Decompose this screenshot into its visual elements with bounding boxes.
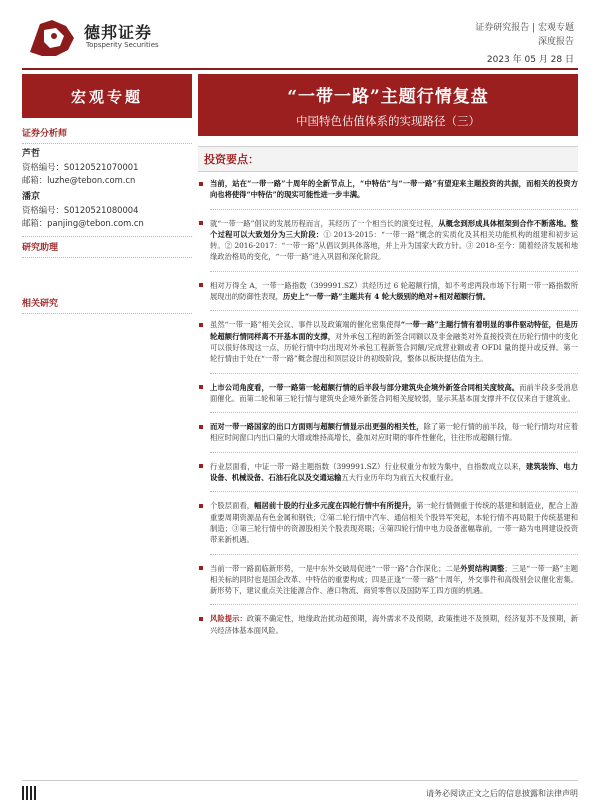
title-banner xyxy=(198,74,578,136)
assistant-label: 研究助理 xyxy=(22,236,192,258)
bullet-bold-text: 当前，站在“一带一路”十周年的全新节点上，“中特估”与“一带一路”有望迎来主题投资的共振，而相关的投资方向也将使得“中特估”的现实可能性进一步丰满。 xyxy=(210,179,578,200)
footer-disclaimer: 请务必阅读正文之后的信息披露和法律声明 xyxy=(426,789,578,798)
bullet-text: 当前一带一路面临新形势，一是中东外交破局促进“一带一路”合作深化；二是 xyxy=(210,563,461,573)
bullet-bold-text: 建筑装饰、电力设备、机械设备、石油石化以及交通运输 xyxy=(210,461,579,483)
bullet-text: 行业层面看，中证一带一路主题指数（399991.SZ）行业权重分布较为集中，自指数成立以来， xyxy=(210,461,527,471)
analyst-email[interactable]: 邮箱：luzhe@tebon.com.cn xyxy=(22,175,136,185)
bullet-text: 个股层面看， xyxy=(210,501,255,511)
qr-code-icon xyxy=(22,786,36,800)
summary-bullet xyxy=(198,421,578,444)
summary-divider xyxy=(210,452,578,453)
bullet-text: ；三是“一带一路”主题相关标的同时也是国企改革、中特估的重要构成；四是正逢“一带一路”十周年，外交事件和高级别会议催化密集。新形势下，建议重点关注能源合作、港口物流、商贸零售以及国防军工四方面的机遇。 xyxy=(210,563,578,596)
bullet-text: 就“一带一路”倡议的发展历程而言，其经历了一个相当长的演变过程， xyxy=(210,218,439,228)
report-date: 2023 年 05 月 28 日 xyxy=(486,55,574,65)
summary-divider xyxy=(210,412,578,413)
analyst-name: 芦哲 xyxy=(22,149,41,159)
analyst-cert: 资格编号：S0120521080004 xyxy=(22,205,139,215)
summary-divider xyxy=(210,373,578,374)
bullet-bold-text: 而对一带一路国家的出口方面则与超额行情显示出更强的相关性， xyxy=(210,422,424,432)
summary-bullet xyxy=(198,500,578,545)
bullet-bold-text: 历史上“一带一路”主题共有 4 轮大级别的绝对+相对超额行情。 xyxy=(282,292,491,302)
summary-list xyxy=(198,178,578,636)
risk-bullet xyxy=(198,613,578,636)
analyst-cert: 资格编号：S0120521070001 xyxy=(22,162,139,172)
risk-label: 风险提示： xyxy=(210,614,247,624)
bullet-text: 虽然“一带一路”相关会议、事件以及政策端的催化密集使得 xyxy=(210,320,401,330)
main-content xyxy=(198,74,578,644)
related-research-label: 相关研究 xyxy=(22,296,192,314)
bullet-text: 相对万得全 A，一带一路指数（399991.SZ）共经历过 6 轮超额行情，如不考虑两段市场下行期一带一路指数所展现出的防御性表现， xyxy=(210,280,578,302)
report-title: “一带一路”主题行情复盘 xyxy=(287,87,489,107)
analyst-card xyxy=(22,148,192,187)
page-header xyxy=(0,0,600,72)
sidebar-section-title: 宏观专题 xyxy=(22,74,192,118)
summary-bullet xyxy=(198,178,578,201)
summary-bullet xyxy=(198,218,578,263)
summary-bullet xyxy=(198,382,578,405)
summary-divider xyxy=(210,271,578,272)
bullet-text: 而前半段多受消息面催化。而第二轮和第三轮行情与建筑央企境外新签合同相关度较弱，显示其基本面支撑并不仅仅来自于建筑业。 xyxy=(210,382,578,403)
brand-name: 德邦证券 xyxy=(84,23,153,42)
report-type: 证券研究报告 | 宏观专题 xyxy=(475,23,574,33)
bullet-text: 第一轮行情侧重于传统的基建和制造业，配合上游重要周期资源品有色金属和钢铁；②第二轮行情中汽车、通信相关个股异军突起，本轮行情不再局限于传统基建和制造；③第三轮行情中的资源股相关个股表现亮眼；④第四轮行情中电力设备涨幅靠前，一带一路为电网建设投资带来新机遇。 xyxy=(210,501,579,545)
bullet-text: ① 2013-2015：“一带一路”概念的实质化及其相关功能机构的组建和初步运转。② 2016-2017：“一带一路”从倡议到具体落地，并上升为国家大政方针。③ 2018-至今：随着经济发展和地缘政治格局的变化，“一带一路”进入巩固和深化阶段。 xyxy=(210,229,578,262)
report-subtitle: 中国特色估值体系的实现路径（三） xyxy=(296,114,480,128)
bullet-text: 对外承包工程的新签合同额以及非金融类对外直接投资在历轮行情中的变化可以很好体现这一点，历轮行情中均出现对外承包工程新签合同额/完成营业额或者 OFDI 量的提升或反弹。第一轮行情由于处在“一带一路”概念提出和顶层设计的初级阶段，整体以板块提估值为主。 xyxy=(210,331,578,364)
bullet-bold-text: 从概念到形成具体框架到合作不断落地。整个过程可以大致划分为三大阶段： xyxy=(210,218,578,239)
summary-heading: 投资要点： xyxy=(198,146,578,172)
bullet-text: 五大行业历年均为前五大权重行业。 xyxy=(341,473,459,483)
summary-divider xyxy=(210,604,578,605)
summary-divider xyxy=(210,554,578,555)
bullet-bold-text: 幅居前十股的行业多元度在四轮行情中有所提升， xyxy=(254,501,417,511)
bullet-bold-text: 外贸结构调整 xyxy=(460,563,505,573)
header-divider xyxy=(22,68,578,70)
summary-divider xyxy=(210,491,578,492)
analyst-name: 潘京 xyxy=(22,192,41,202)
bullet-text: 除了第一轮行情的前半段，每一轮行情均对应着相应时间窗口内出口量的大增或维持高增长，叠加对应时期的事件性催化，往往形成超额行情。 xyxy=(210,422,579,443)
bullet-bold-text: “一带一路”主题行情有着明显的事件驱动特征，但是历轮超额行情同样离不开基本面的支撑， xyxy=(210,320,578,341)
summary-bullet xyxy=(198,280,578,303)
risk-text: 政策不确定性，地缘政治扰动超预期，海外需求不及预期，政策推进不及预期，经济复苏不及预期，新兴经济体基本面风险。 xyxy=(210,614,579,635)
sidebar xyxy=(22,74,192,774)
summary-divider xyxy=(210,209,578,210)
analyst-label: 证券分析师 xyxy=(22,126,192,144)
summary-bullet xyxy=(198,461,578,484)
bullet-bold-text: 上市公司角度看，一带一路第一轮超额行情的后半段与部分建筑央企境外新签合同相关度较高。 xyxy=(210,382,520,392)
summary-divider xyxy=(210,310,578,311)
analyst-card xyxy=(22,191,192,230)
brand-logo-icon xyxy=(26,16,78,60)
report-subtype: 深度报告 xyxy=(537,37,574,47)
summary-bullet xyxy=(198,319,578,364)
analyst-email[interactable]: 邮箱：panjing@tebon.com.cn xyxy=(22,218,144,228)
brand-name-en: Topsperity Securities xyxy=(86,41,159,49)
summary-bullet xyxy=(198,563,578,597)
